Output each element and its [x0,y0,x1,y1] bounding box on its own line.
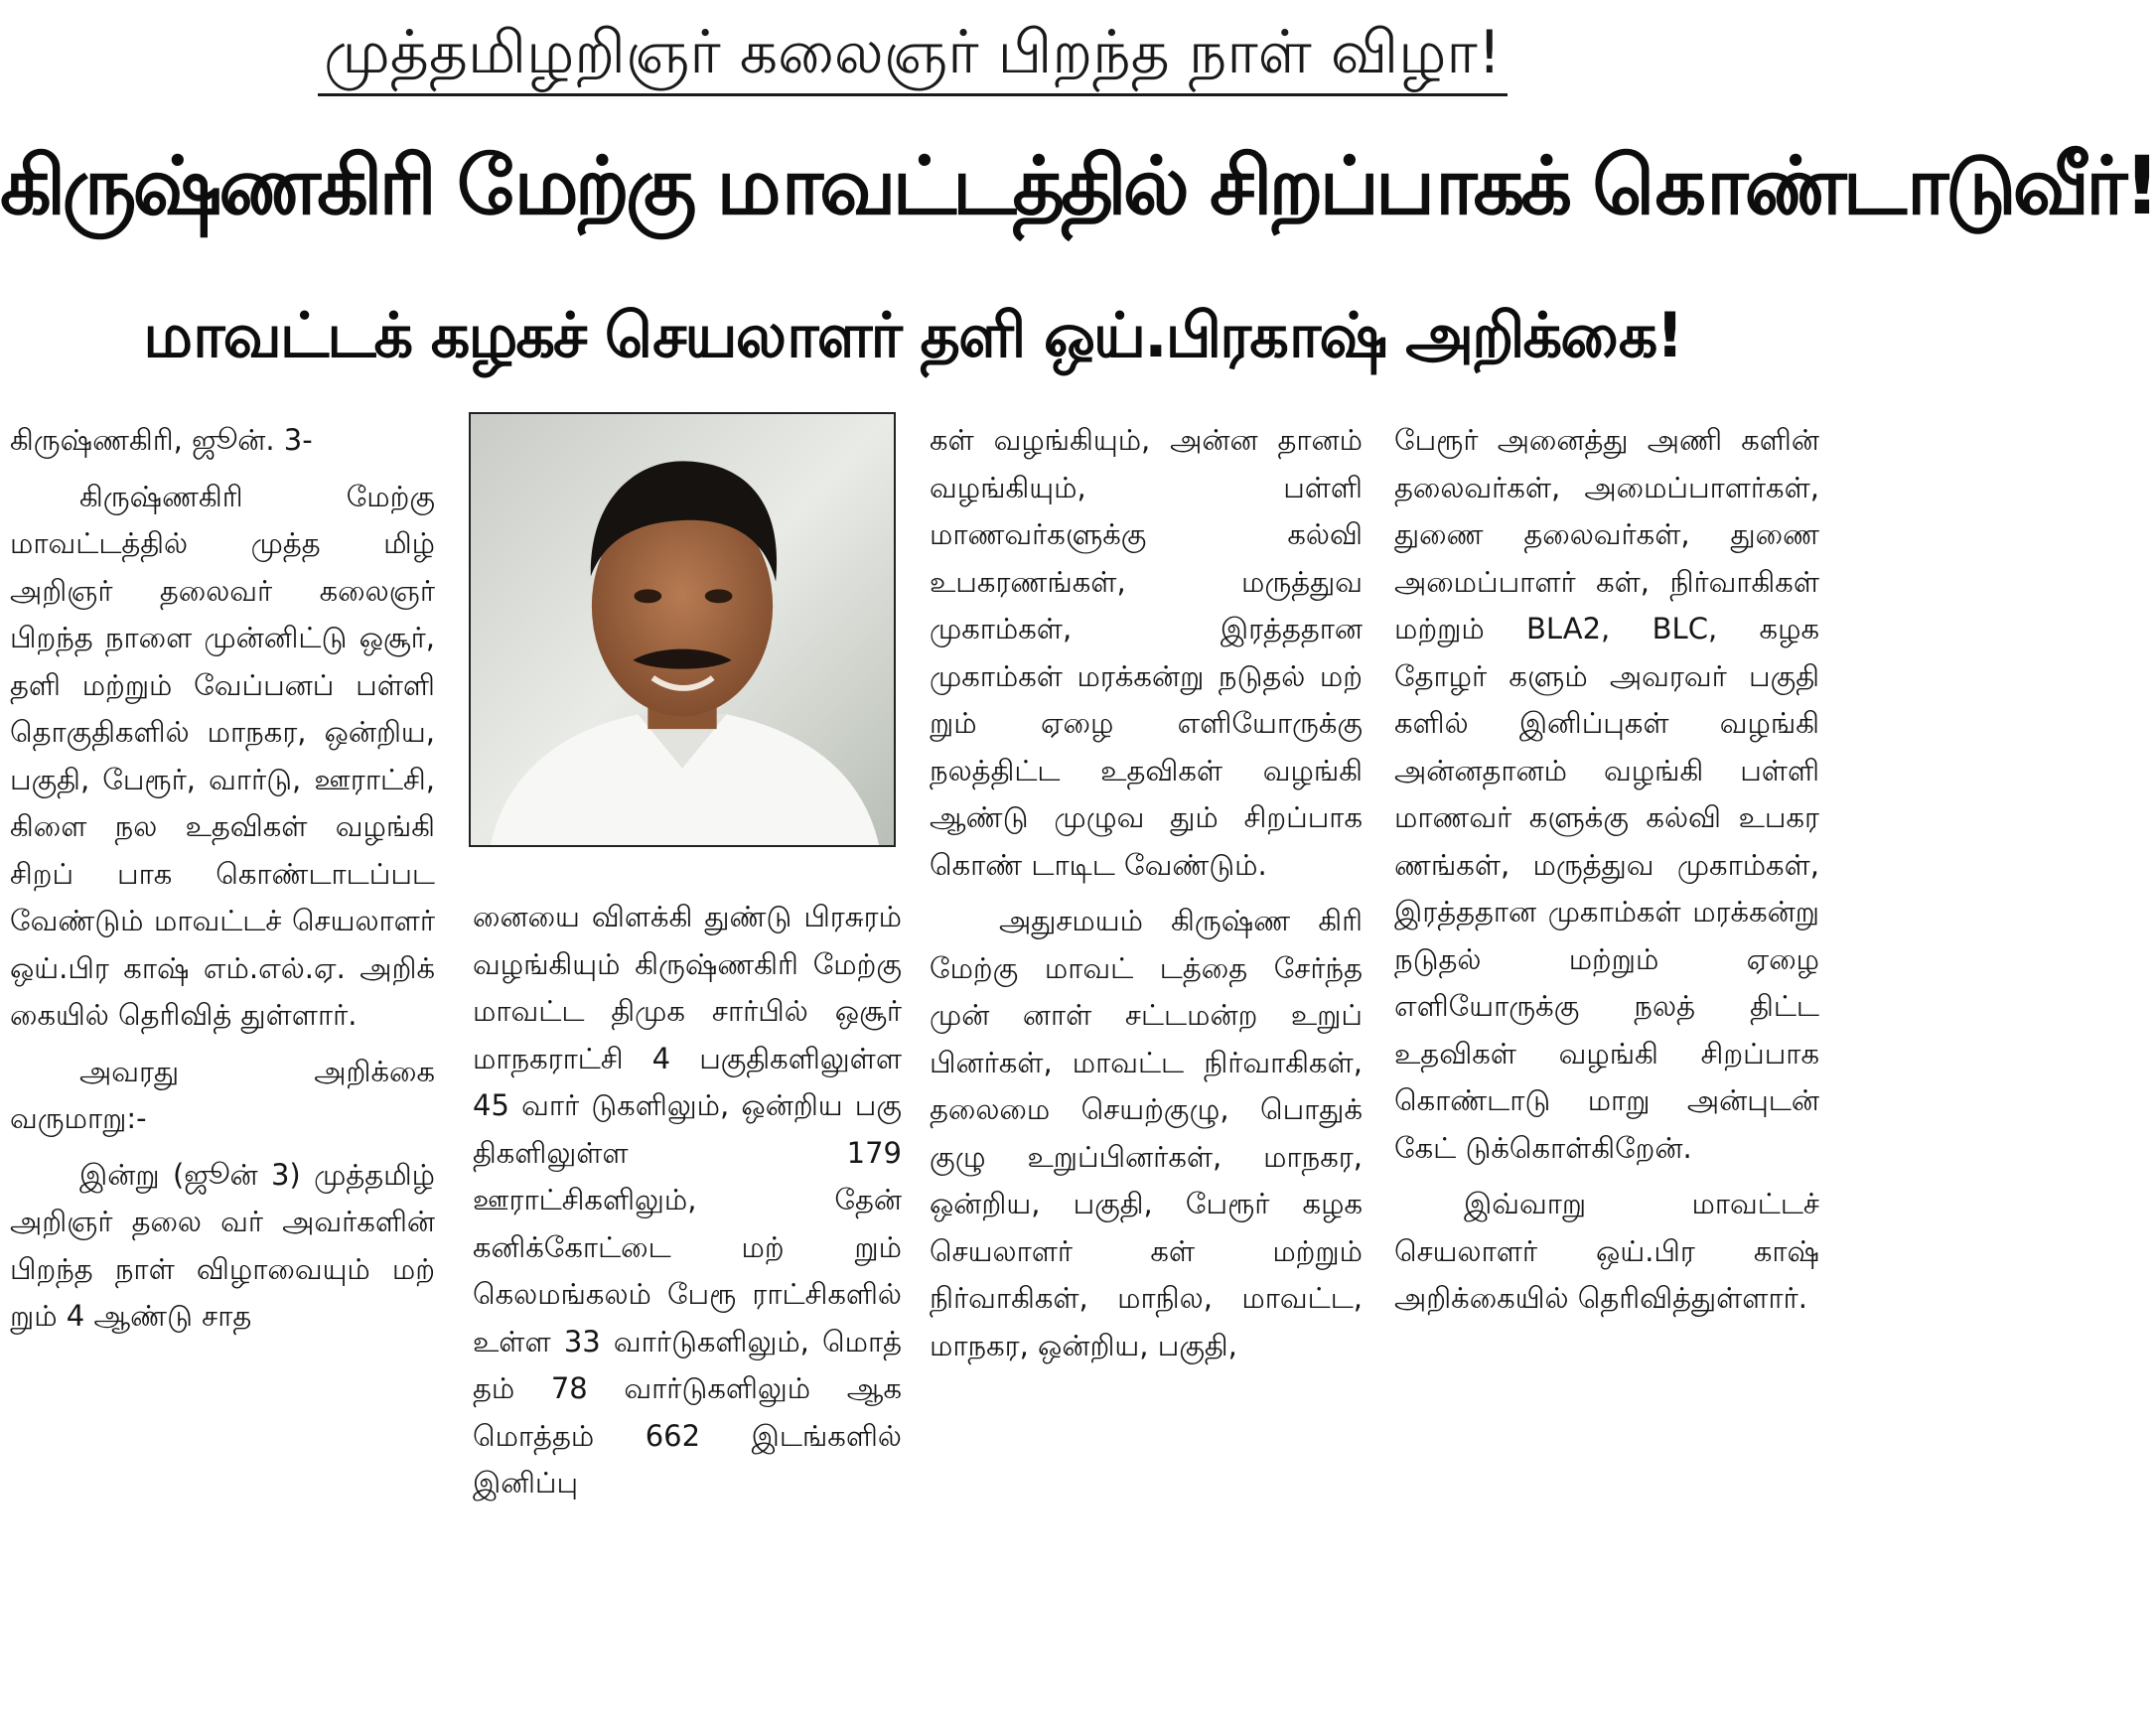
portrait-photo [469,412,896,847]
article-column-4 [1394,417,1819,1708]
paragraph: கள் வழங்கியும், அன்ன தானம் வழங்கியும், பள்ளி மாணவர்களுக்கு கல்வி உபகரணங்கள், மருத்துவ முகாம்கள், இரத்ததான முகாம்கள் மரக்கன்று நடுதல் மற் றும் ஏழை எளியோருக்கு நலத்திட்ட உதவிகள் வழங்கி ஆண்டு முழுவ தும் சிறப்பாக கொண் டாடிட வேண்டும். [930,423,1363,882]
dateline: கிருஷ்ணகிரி, ஜூன். 3- [10,423,313,457]
sub-headline: மாவட்டக் கழகச் செயலாளர் தளி ஒய்.பிரகாஷ் அறிக்கை! [143,299,1682,371]
paragraph: னையை விளக்கி துண்டு பிரசுரம் வழங்கியும் கிருஷ்ணகிரி மேற்கு மாவட்ட திமுக சார்பில் ஒசூர் மாநகராட்சி 4 பகுதிகளிலுள்ள 45 வார் டுகளிலும், ஒன்றிய பகு திகளிலுள்ள 179 ஊராட்சிகளிலும், தேன் கனிக்கோட்டை மற் றும் கெலமங்கலம் பேரூ ராட்சிகளில் உள்ள 33 வார்டுகளிலும், மொத் தம் 78 வார்டுகளிலும் ஆக மொத்தம் 662 இடங்களில் இனிப்பு [473,900,902,1500]
kicker-wrap [0,0,1825,111]
kicker-headline: முத்தமிழறிஞர் கலைஞர் பிறந்த நாள் விழா! [318,14,1508,96]
paragraph: அதுசமயம் கிருஷ்ண கிரி மேற்கு மாவட் டத்தை சேர்ந்த முன் னாள் சட்டமன்ற உறுப் பினர்கள், மாவட்ட நிர்வாகிகள், தலைமை செயற்குழு, பொதுக் குழு உறுப்பினர்கள், மாநகர, ஒன்றிய, பகுதி, பேரூர் கழக செயலாளர் கள் மற்றும் நிர்வாகிகள், மாநில, மாவட்ட, மாநகர, ஒன்றிய, பகுதி, [930,904,1363,1362]
article-column-3 [930,417,1363,1708]
paragraph: பேரூர் அனைத்து அணி களின் தலைவர்கள், அமைப்பாளர்கள், துணை தலைவர்கள், துணை அமைப்பாளர் கள், நிர்வாகிகள் மற்றும் BLA2, BLC, கழக தோழர் களும் அவரவர் பகுதி களில் இனிப்புகள் வழங்கி அன்னதானம் வழங்கி பள்ளி மாணவர் களுக்கு கல்வி உபகர ணங்கள், மருத்துவ முகாம்கள், இரத்ததான முகாம்கள் மரக்கன்று நடுதல் மற்றும் ஏழை எளியோருக்கு நலத் திட்ட உதவிகள் வழங்கி சிறப்பாக கொண்டாடு மாறு அன்புடன் கேட் டுக்கொள்கிறேன். [1394,423,1819,1165]
paragraph: இன்று (ஜூன் 3) முத்தமிழ் அறிஞர் தலை வர் அவர்களின் பிறந்த நாள் விழாவையும் மற் றும் 4 ஆண்டு சாத [10,1157,435,1333]
portrait-photo-icon [471,414,894,845]
main-headline: கிருஷ்ணகிரி மேற்கு மாவட்டத்தில் சிறப்பாகக் கொண்டாடுவீர்! [0,140,2156,233]
article-column-1 [10,417,435,1708]
paragraph: அவரது அறிக்கை வருமாறு:- [10,1054,435,1135]
paragraph: இவ்வாறு மாவட்டச் செயலாளர் ஒய்.பிர காஷ் அறிக்கையில் தெரிவித்துள்ளார். [1394,1187,1819,1315]
article-column-2 [473,894,902,1708]
paragraph: கிருஷ்ணகிரி மேற்கு மாவட்டத்தில் முத்த மிழ் அறிஞர் தலைவர் கலைஞர் பிறந்த நாளை முன்னிட்டு ஒசூர், தளி மற்றும் வேப்பனப் பள்ளி தொகுதிகளில் மாநகர, ஒன்றிய, பகுதி, பேரூர், வார்டு, ஊராட்சி, கிளை நல உதவிகள் வழங்கி சிறப் பாக கொண்டாடப்பட வேண்டும் மாவட்டச் செயலாளர் ஒய்.பிர காஷ் எம்.எல்.ஏ. அறிக் கையில் தெரிவித் துள்ளார். [10,479,435,1032]
